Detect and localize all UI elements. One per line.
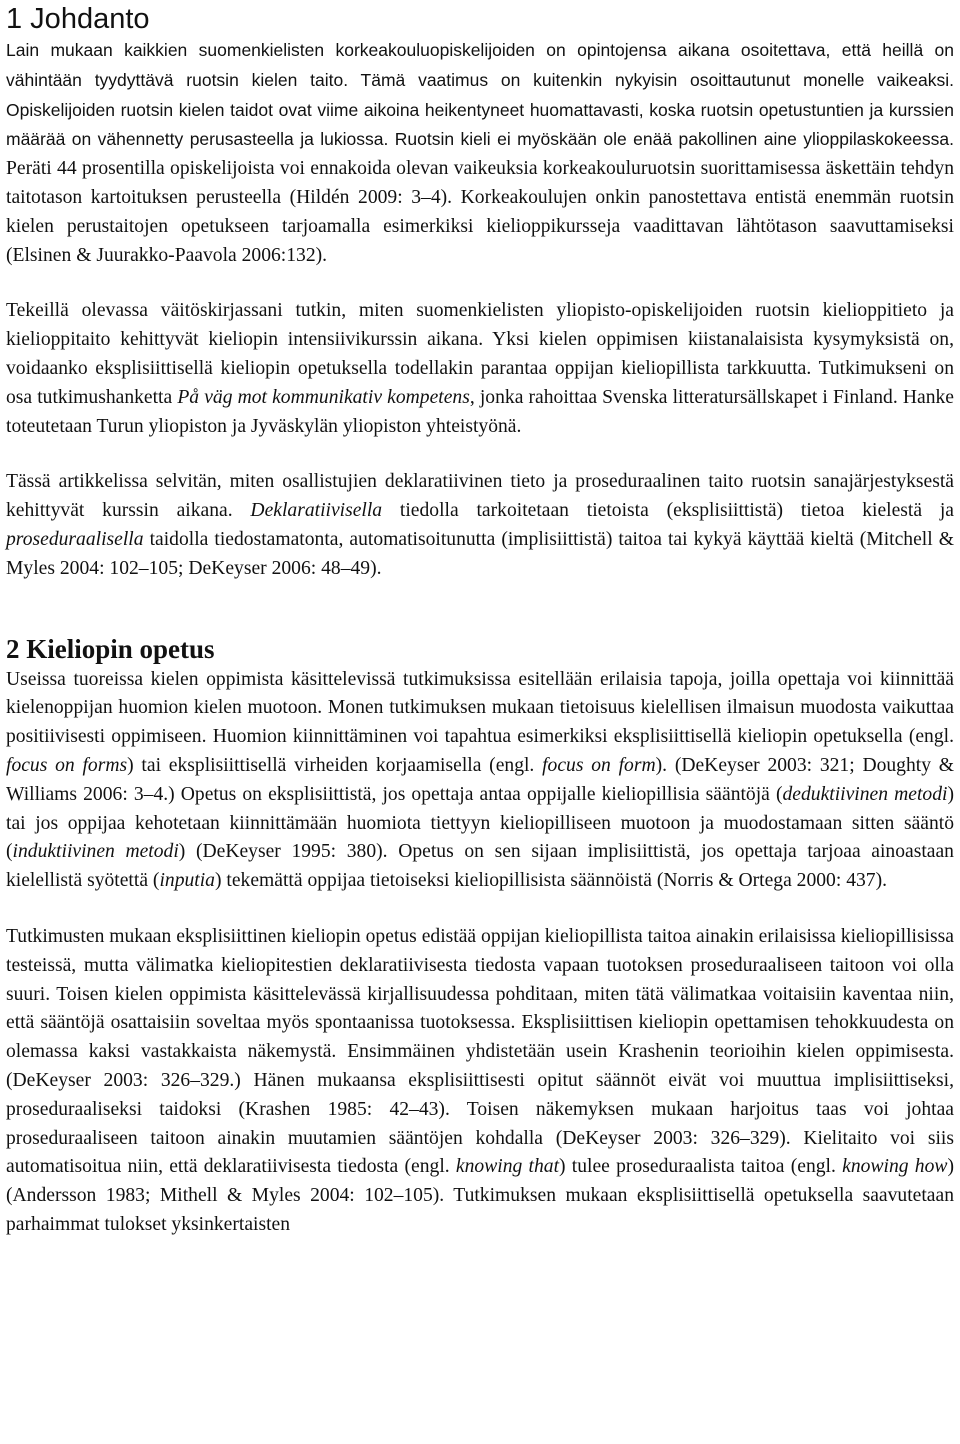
section-2-paragraph-2: [6, 923, 954, 1240]
term-italic: focus on form: [542, 754, 656, 776]
section-2-paragraph-1: [6, 666, 954, 896]
paragraph-text: Tutkimusten mukaan eksplisiittinen kieliopin opetus edistää oppijan kieliopillista taitoa ainakin erilaisissa kieliopillisissa testeissä, mutta välimatka kieliopitestien deklaratiivisesta tiedosta vapaan tuotoksen proseduraaliseen taitoon voi olla suuri. Toisen kielen oppimista käsittelevässä kirjallisuudessa pohditaan, miten tätä välimatkaa voitaisiin kaventaa niin, että sääntöjä osattaisiin soveltaa myös spontaanissa tuotoksessa. Eksplisiittisen kieliopin opettamisen tehokkuudesta on olemassa kaksi vastakkaista näkemystä. Ensimmäinen yhdistetään usein Krashenin teorioihin kielen oppimisesta. (DeKeyser 2003: 326–329.) Hänen mukaansa eksplisiittisesti opitut säännöt eivät voi muuttua implisiittiseksi, proseduraaliseksi taidoksi (Krashen 1985: 42–43). Toisen näkemyksen mukaan harjoitus taas voi johtaa proseduraaliseen taitoon ainakin muutamien sääntöjen kohdalla (DeKeyser 2003: 326–329). Kielitaito voi siis automatisoitua niin, että deklaratiivisesta tiedosta (engl.: [6, 925, 954, 1178]
section-1-paragraph-3: [6, 468, 954, 583]
paragraph-text: tiedolla tarkoitetaan tietoista (eksplisiittistä) tietoa kielestä ja: [382, 500, 955, 522]
paragraph-text: ) tai jos oppijaa kehotetaan kiinnittämään huomiota tiettyyn kieliopilliseen muotoon ja muodostamaan sitten sääntö (: [6, 783, 954, 863]
paragraph-text: Tekeillä olevassa väitöskirjassani tutkin, miten suomenkielisten yliopisto-opiskelijoiden ruotsin kielioppitieto ja kielioppitaito kehittyvät kieliopin intensiivikurssin aikana. Yksi kielen oppimisen kiistanalaisista kysymyksistä on, voidaanko eksplisiittisellä kieliopin opetuksella todellakin parantaa oppijan kieliopillista tarkkuutta. Tutkimukseni on osa tutkimushanketta: [6, 300, 954, 408]
paragraph-text: ) tulee proseduraalista taitoa (engl.: [559, 1156, 843, 1178]
term-italic: induktiivinen metodi: [12, 841, 179, 863]
paragraph-text: ) tekemättä oppijaa tietoiseksi kieliopillisista säännöistä (Norris & Ortega 2000: 437).: [214, 870, 888, 892]
paragraph-text: Lain mukaan kaikkien suomenkielisten korkeakouluopiskelijoiden on opintojensa aikana osoitettava, että heillä on vähintään tyydyttävä ruotsin kielen taito. Tämä vaatimus on kuitenkin nykyisin osoittautunut monelle vaikeaksi. Opiskelijoiden ruotsin kielen taidot ovat viime aikoina heikentyneet huomattavasti, koska ruotsin opetustuntien ja kurssien määrää on vähennetty perusasteella ja lukiossa. Ruotsin kieli ei myöskään ole enää pakollinen aine ylioppilaskokeessa.: [6, 40, 954, 150]
paragraph-text: Useissa tuoreissa kielen oppimista käsittelevissä tutkimuksissa esitellään erilaisia tapoja, joilla opettaja voi kiinnittää kielenoppijan huomion kielen muotoon. Monen tutkimuksen mukaan tietoisuus kielellisen ilmaisun muodosta vaikuttaa positiivisesti oppimiseen. Huomion kiinnittäminen voi tapahtua esimerkiksi eksplisiittisellä kieliopin opetuksella (engl.: [6, 668, 954, 748]
section-1-paragraph-1: [6, 36, 954, 270]
paragraph-text: ) (DeKeyser 1995: 380). Opetus on sen sijaan implisiittistä, jos opettaja tarjoaa ainoastaan kielellistä syötettä (: [6, 841, 954, 892]
term-italic: deduktiivinen metodi: [782, 783, 948, 805]
paragraph-text: ) (Andersson 1983; Mithell & Myles 2004: 102–105). Tutkimuksen mukaan eksplisiittisellä opetuksella saavutetaan parhaimmat tulokset yksinkertaisten: [6, 1156, 954, 1235]
paragraph-text: Tässä artikkelissa selvitän, miten osallistujien deklaratiivinen tieto ja proseduraalinen taito ruotsin sanajärjestyksestä kehittyvät kurssin aikana.: [6, 471, 954, 522]
project-title: På väg mot kommunikativ kompetens: [177, 386, 470, 408]
paragraph-text: , jonka rahoittaa Svenska litteratursällskapet i Finland. Hanke toteutetaan Turun yliopiston ja Jyväskylän yliopiston yhteistyönä.: [6, 386, 955, 437]
term-italic: inputia: [159, 870, 215, 892]
term-italic: proseduraalisella: [6, 528, 144, 550]
section-1-heading: 1 Johdanto: [6, 3, 150, 35]
section-2-heading: 2 Kieliopin opetus: [6, 633, 215, 664]
term-italic: knowing that: [455, 1156, 560, 1178]
paragraph-text: taidolla tiedostamatonta, automatisoitunutta (implisiittistä) taitoa tai kykyä käyttää kieltä (Mitchell & Myles 2004: 102–105; DeKeyser 2006: 48–49).: [6, 528, 954, 579]
term-italic: focus on forms: [6, 754, 128, 776]
paragraph-text: ) tai eksplisiittisellä virheiden korjaamisella (engl.: [127, 754, 543, 776]
term-italic: Deklaratiivisella: [250, 500, 383, 522]
paragraph-text: ). (DeKeyser 2003: 321; Doughty & Williams 2006: 3–4.) Opetus on eksplisiittistä, jos opettaja antaa oppijalle kieliopillisia sääntöjä (: [6, 754, 955, 805]
paragraph-text: Peräti 44 prosentilla opiskelijoista voi ennakoida olevan vaikeuksia korkeakouluruotsin suorittamisessa äskettäin tehdyn taitotason kartoituksen perusteella (Hildén 2009: 3–4). Korkeakoulujen onkin panostettava entistä enemmän ruotsin kielen perustaitojen opetukseen tarjoamalla esimerkiksi kielioppikursseja vaadittavan lähtötason saavuttamiseksi (Elsinen & Juurakko-Paavola 2006:132).: [6, 158, 954, 266]
section-1-paragraph-2: [6, 297, 954, 441]
term-italic: knowing how: [842, 1156, 948, 1178]
